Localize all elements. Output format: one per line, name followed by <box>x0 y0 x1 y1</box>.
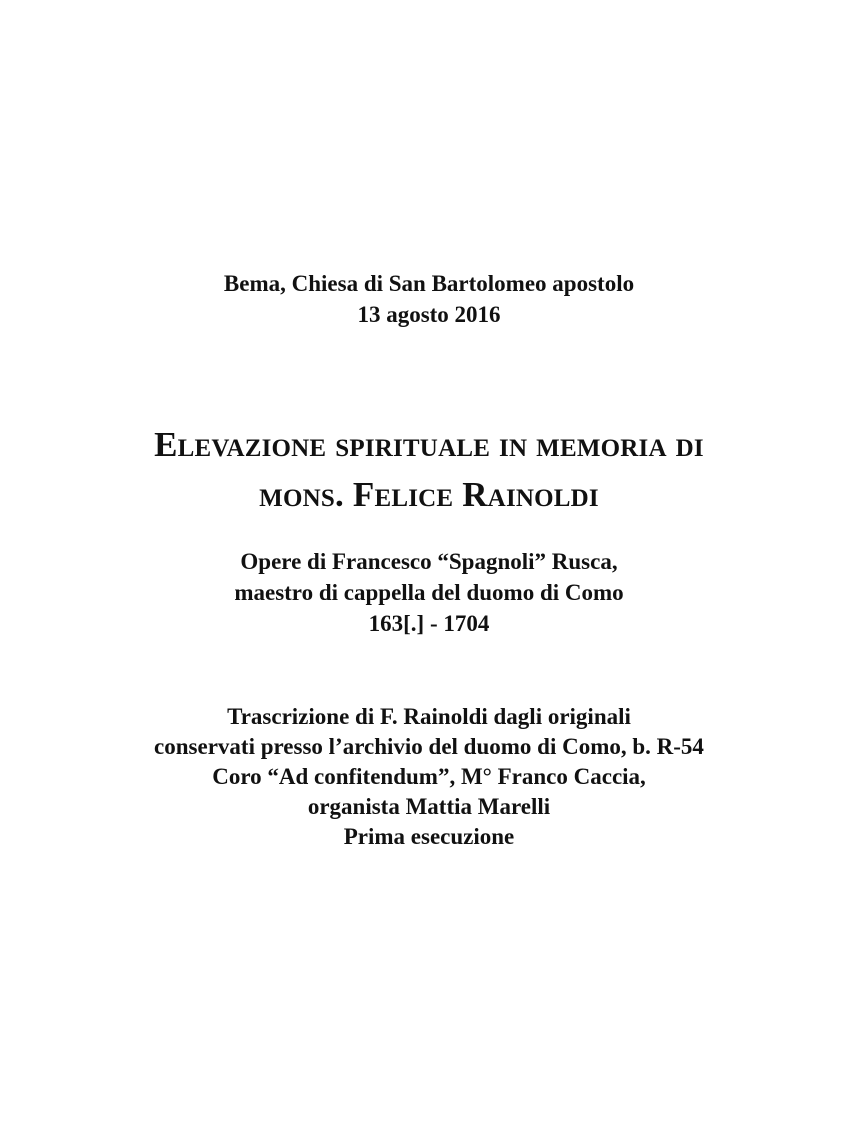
venue-block <box>0 268 858 330</box>
credits-line-4: organista Mattia Marelli <box>307 794 551 819</box>
event-date: 13 agosto 2016 <box>357 302 501 327</box>
title-line-2: mons. Felice Rainoldi <box>259 475 599 514</box>
works-line-1: Opere di Francesco “Spagnoli” Rusca, <box>240 549 618 574</box>
credits-line-1: Trascrizione di F. Rainoldi dagli originali <box>227 704 631 729</box>
works-line-3: 163[.] - 1704 <box>368 611 490 636</box>
credits-block <box>0 702 858 852</box>
document-title <box>0 420 858 520</box>
credits-line-5: Prima esecuzione <box>343 824 515 849</box>
credits-line-3: Coro “Ad confitendum”, M° Franco Caccia, <box>212 764 646 789</box>
works-line-2: maestro di cappella del duomo di Como <box>234 580 624 605</box>
venue-place: Bema, Chiesa di San Bartolomeo apostolo <box>223 271 635 296</box>
credits-line-2: conservati presso l’archivio del duomo di Como, b. R-54 <box>154 734 704 759</box>
title-line-1: Elevazione spirituale in memoria di <box>154 425 704 464</box>
works-block <box>0 546 858 639</box>
